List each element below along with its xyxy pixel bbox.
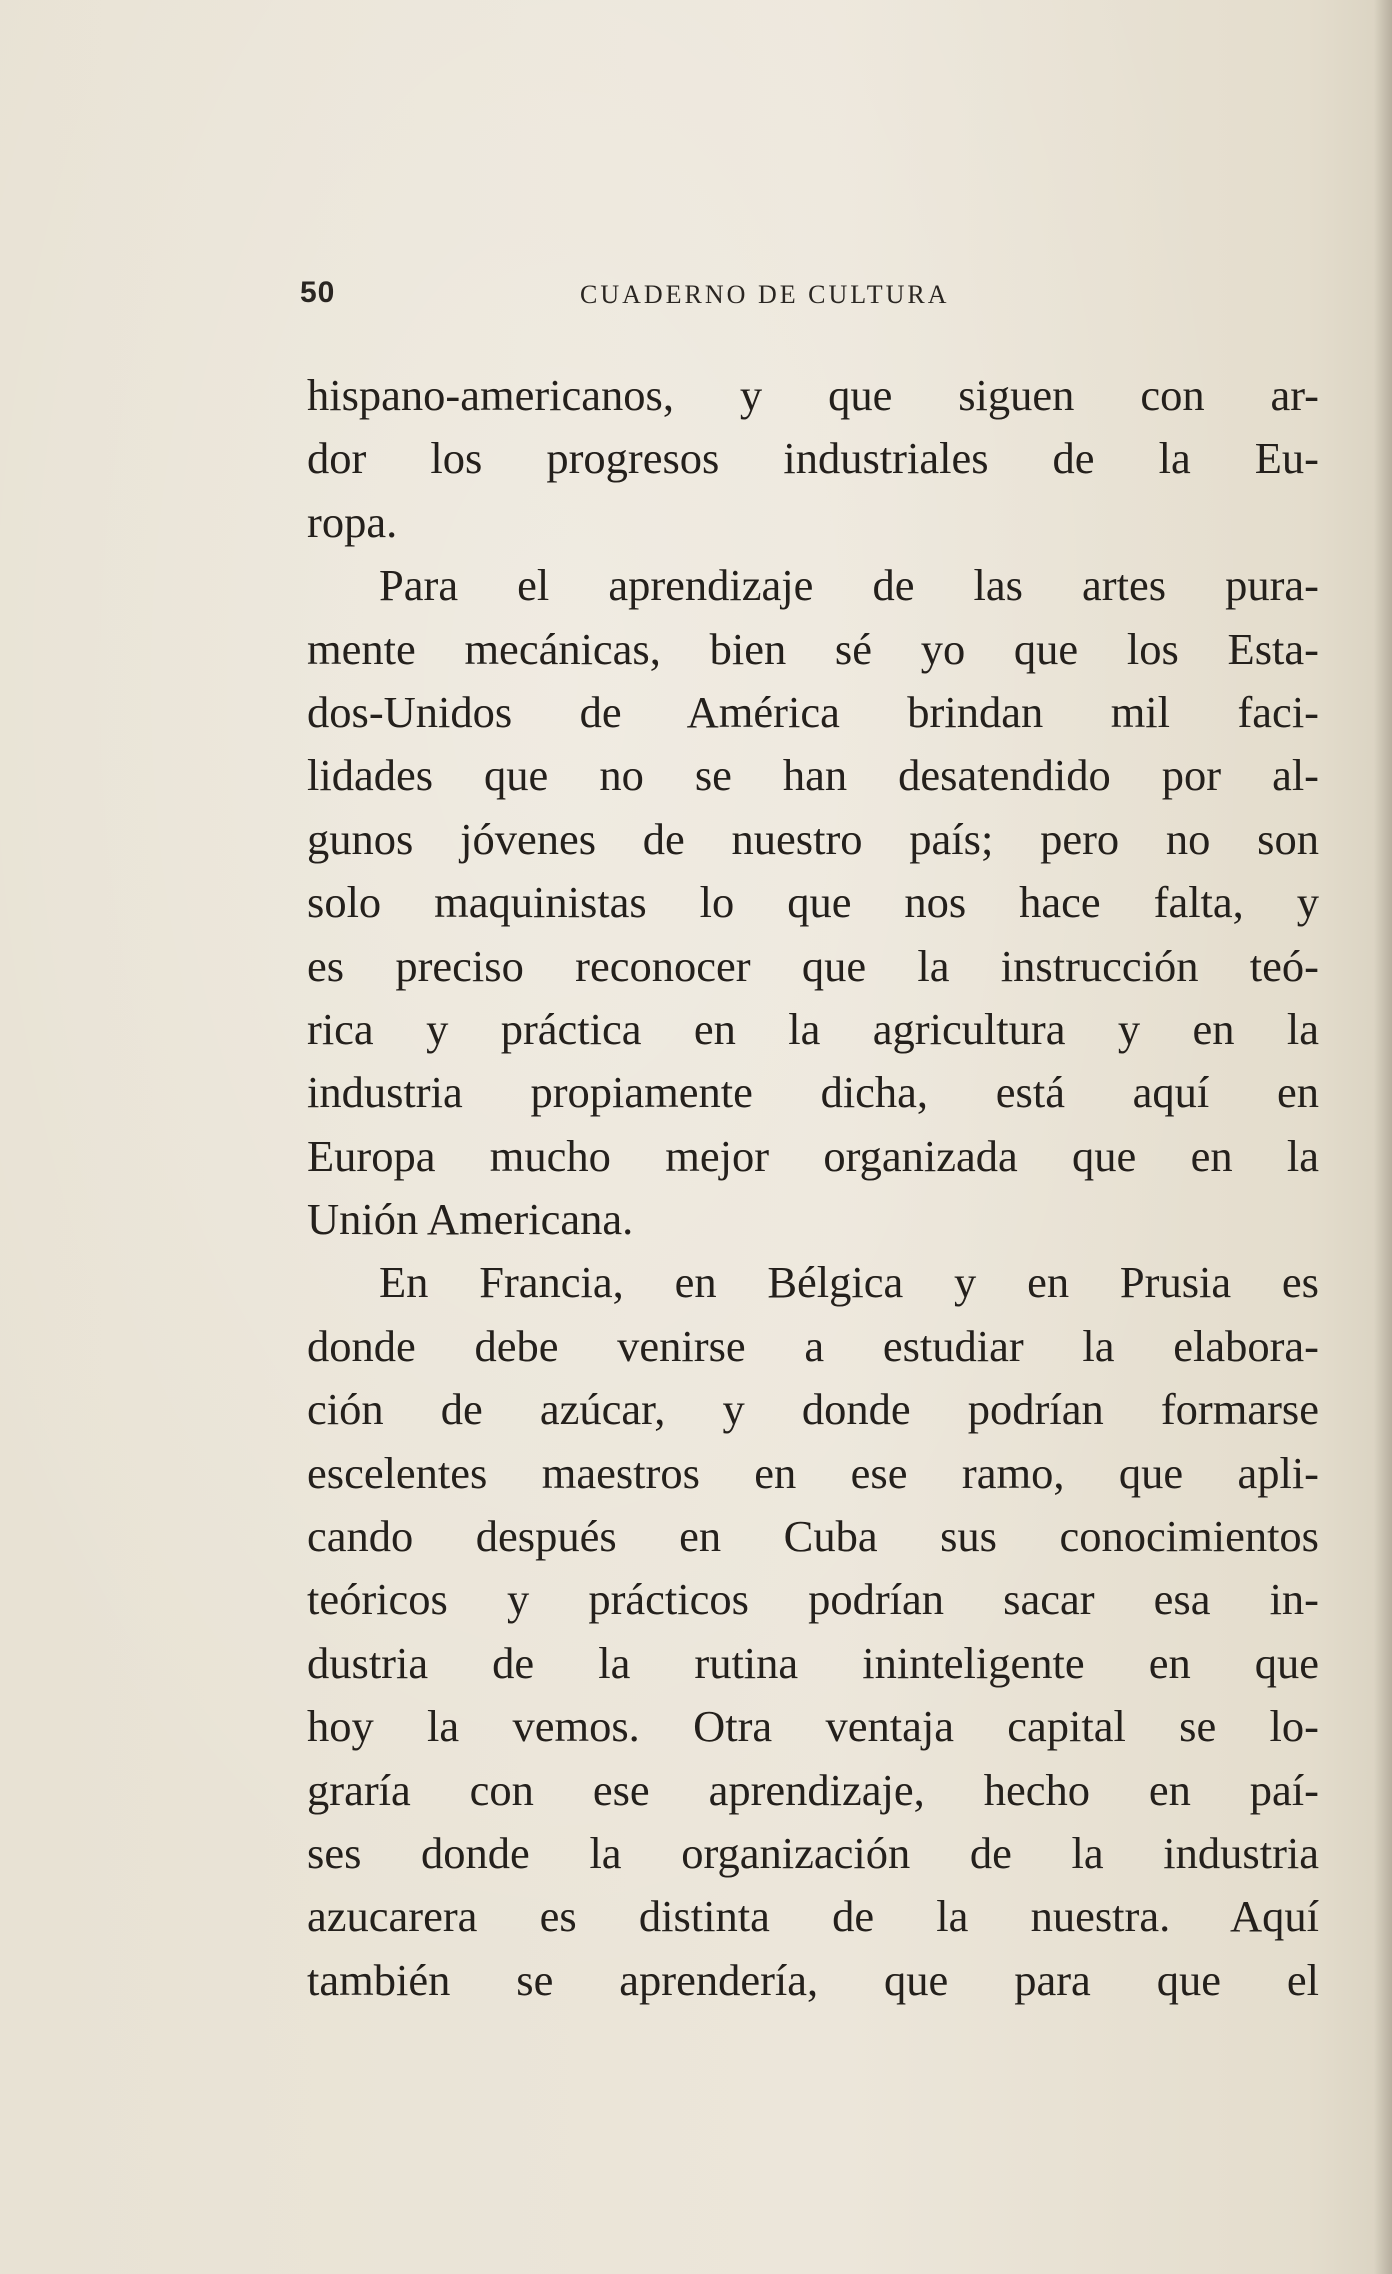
text-line: rica y práctica en la agricultura y en la [307,1003,1319,1054]
text-line: dor los progresos industriales de la Eu- [307,433,1319,484]
text-line: graría con ese aprendizaje, hecho en paí- [307,1764,1319,1815]
text-line: es preciso reconocer que la instrucción teó- [307,940,1319,991]
text-line: industria propiamente dicha, está aquí en [307,1067,1319,1118]
text-line: donde debe venirse a estudiar la elabora- [307,1320,1319,1371]
text-line: lidades que no se han desatendido por al- [307,750,1319,801]
text-line: gunos jóvenes de nuestro país; pero no son [307,813,1319,864]
text-line: cando después en Cuba sus conocimientos [307,1511,1319,1562]
page-number: 50 [300,276,336,309]
text-line: Europa mucho mejor organizada que en la [307,1130,1319,1181]
text-line: también se aprendería, que para que el [307,1954,1319,2005]
text-line: En Francia, en Bélgica y en Prusia es [379,1257,1319,1308]
page-edge-shadow [1374,0,1392,2274]
text-line: hispano-americanos, y que siguen con ar- [307,370,1319,420]
text-line: ción de azúcar, y donde podrían formarse [307,1384,1319,1435]
text-line: mente mecánicas, bien sé yo que los Esta- [307,623,1319,674]
text-line: dos-Unidos de América brindan mil faci- [307,686,1319,737]
text-line: azucarera es distinta de la nuestra. Aquí [307,1891,1319,1942]
text-line: dustria de la rutina ininteligente en que [307,1637,1319,1688]
text-line: Unión Americana. [307,1194,634,1245]
text-line: ropa. [307,496,398,547]
text-line: ses donde la organización de la industria [307,1827,1319,1878]
body-text [307,364,1319,2012]
running-title: CUADERNO DE CULTURA [580,280,950,309]
text-line: escelentes maestros en ese ramo, que apli- [307,1447,1319,1498]
text-line: hoy la vemos. Otra ventaja capital se lo- [307,1701,1319,1752]
text-line: solo maquinistas lo que nos hace falta, y [307,877,1319,928]
running-header [300,276,1320,316]
text-line: Para el aprendizaje de las artes pura- [379,560,1319,611]
text-line: teóricos y prácticos podrían sacar esa in- [307,1574,1319,1625]
